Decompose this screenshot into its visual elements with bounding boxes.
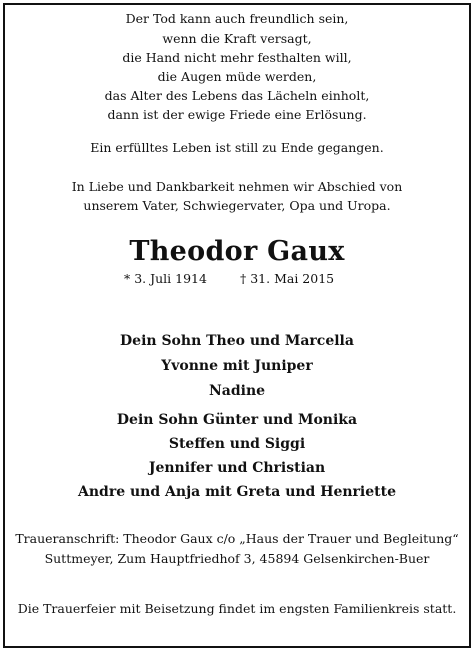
death-date: † 31. Mai 2015: [240, 271, 335, 286]
mourner-line: Steffen und Siggi: [168, 436, 306, 452]
fulfilled-life-line: Ein erfülltes Leben ist still zu Ende gegangen.: [90, 140, 384, 155]
poem-line: Der Tod kann auch freundlich sein,: [125, 11, 349, 26]
mourner-line: Dein Sohn Theo und Marcella: [120, 333, 354, 349]
birth-date: * 3. Juli 1914: [124, 271, 207, 286]
farewell-line: In Liebe und Dankbarkeit nehmen wir Abschied von: [71, 179, 403, 194]
poem-line: das Alter des Lebens das Lächeln einholt,: [104, 88, 370, 103]
poem-line: wenn die Kraft versagt,: [162, 31, 312, 46]
mourner-line: Dein Sohn Günter und Monika: [116, 412, 358, 428]
mourning-address-line: Traueranschrift: Theodor Gaux c/o „Haus der Trauer und Begleitung“: [15, 531, 459, 546]
mourner-line: Jennifer und Christian: [148, 460, 326, 476]
mourner-line: Nadine: [208, 383, 266, 399]
mourner-line: Yvonne mit Juniper: [161, 358, 313, 374]
ceremony-note: Die Trauerfeier mit Beisetzung findet im engsten Familienkreis statt.: [17, 601, 457, 616]
mourning-address-line: Suttmeyer, Zum Hauptfriedhof 3, 45894 Gelsenkirchen-Buer: [44, 551, 430, 566]
farewell-line: unserem Vater, Schwiegervater, Opa und Uropa.: [83, 198, 391, 213]
deceased-name: Theodor Gaux: [129, 236, 345, 267]
life-dates: [0, 270, 474, 290]
poem-line: die Hand nicht mehr festhalten will,: [122, 50, 352, 65]
poem-line: dann ist der ewige Friede eine Erlösung.: [107, 107, 367, 122]
poem-line: die Augen müde werden,: [157, 69, 317, 84]
mourner-line: Andre und Anja mit Greta und Henriette: [78, 484, 396, 500]
